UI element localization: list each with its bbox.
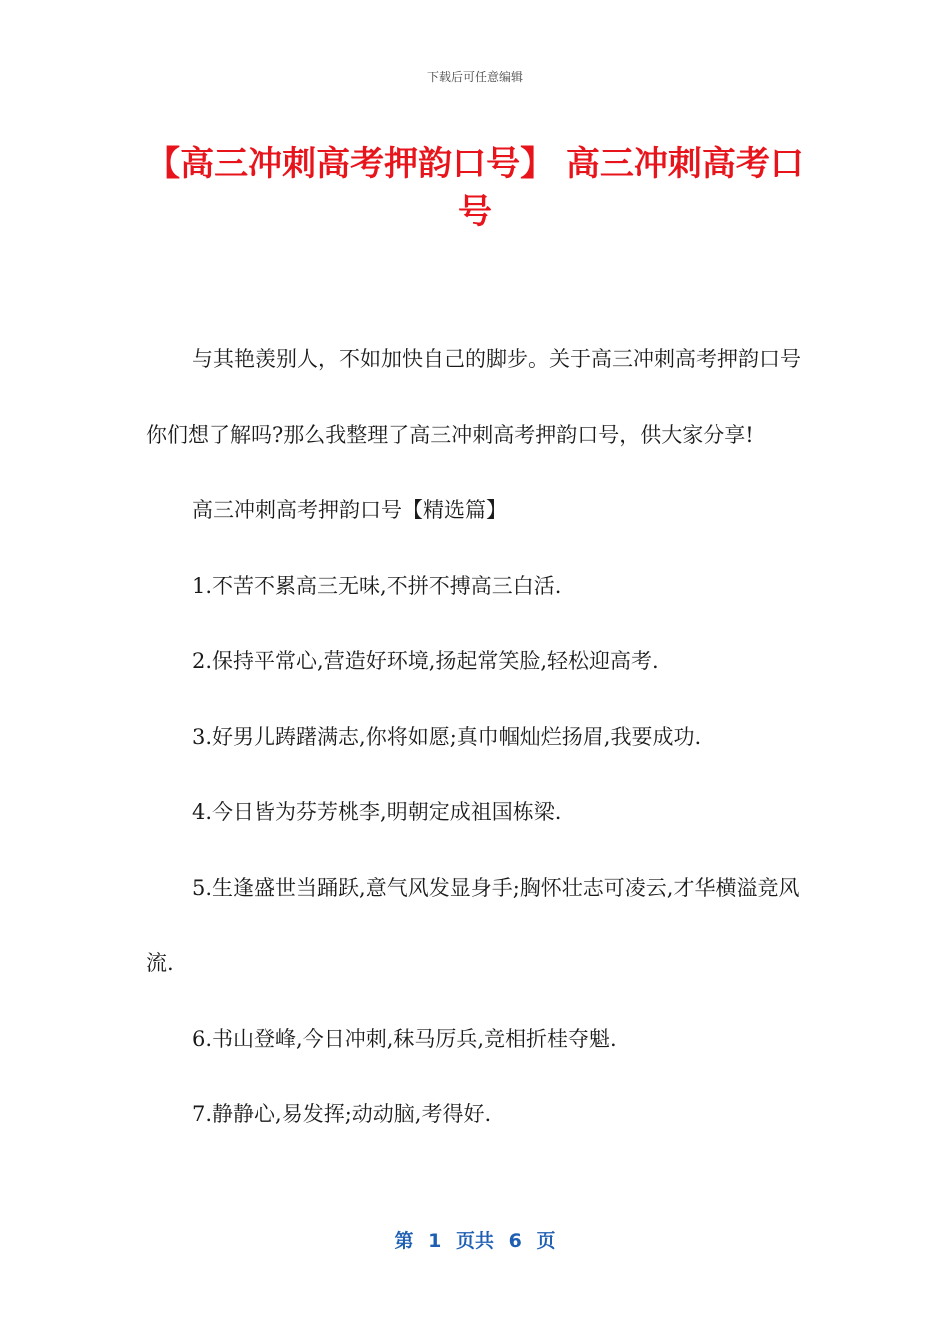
page-label-post: 页	[536, 1230, 556, 1252]
intro-paragraph: 与其艳羡别人，不如加快自己的脚步。关于高三冲刺高考押韵口号你们想了解吗?那么我整理了高三冲刺高考押韵口号，供大家分享!	[146, 347, 801, 447]
slogan-item: 7.静静心,易发挥;动动脑,考得好.	[192, 1102, 492, 1126]
slogan-item: 3.好男儿踌躇满志,你将如愿;真巾帼灿烂扬眉,我要成功.	[192, 724, 702, 749]
page-current: 1	[428, 1230, 442, 1252]
document-body	[146, 322, 810, 1153]
page-footer	[0, 1226, 950, 1253]
slogan-item: 5.生逢盛世当踊跃,意气风发显身手;胸怀壮志可凌云,才华横溢竞风流.	[146, 875, 800, 975]
slogan-item: 2.保持平常心,营造好环境,扬起常笑脸,轻松迎高考.	[192, 649, 659, 673]
document-title: 【高三冲刺高考押韵口号】 高三冲刺高考口号	[146, 144, 804, 232]
section-heading: 高三冲刺高考押韵口号【精选篇】	[192, 498, 507, 522]
header-note: 下载后可任意编辑	[426, 70, 523, 84]
page-label-mid: 页共	[455, 1230, 494, 1252]
page-label-pre: 第	[394, 1230, 414, 1252]
page-total: 6	[508, 1230, 522, 1252]
slogan-item: 4.今日皆为芬芳桃李,明朝定成祖国栋梁.	[192, 800, 562, 824]
slogan-item: 6.书山登峰,今日冲刺,秣马厉兵,竞相折桂夺魁.	[192, 1026, 617, 1051]
slogan-item: 1.不苦不累高三无味,不拼不搏高三白活.	[192, 573, 562, 598]
